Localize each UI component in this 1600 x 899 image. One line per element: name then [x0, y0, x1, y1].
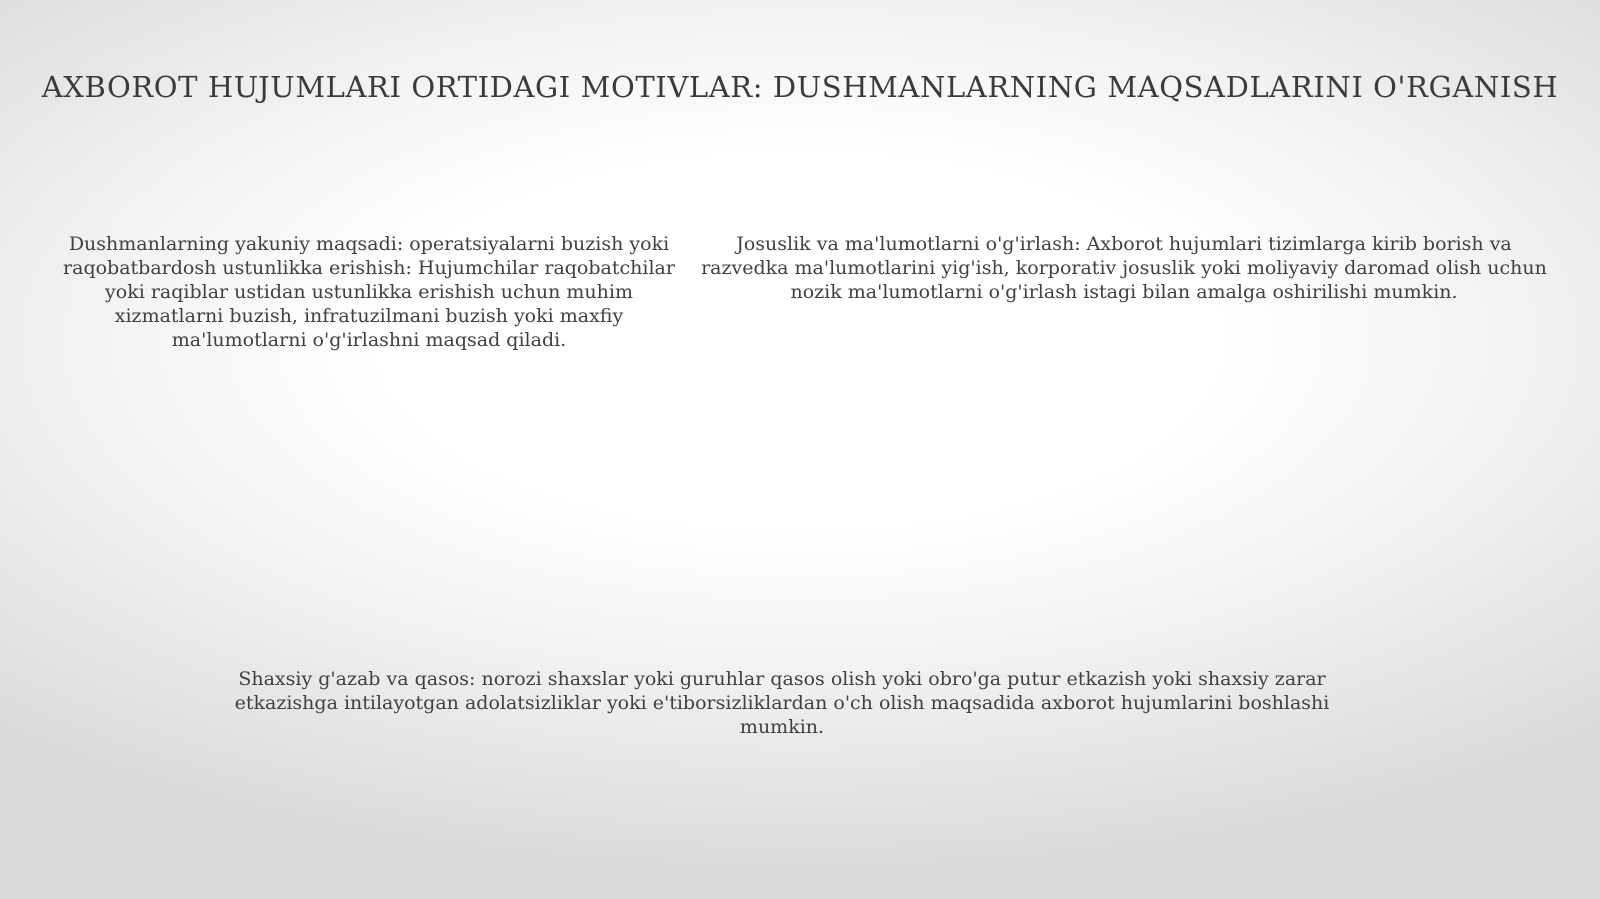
slide-title: AXBOROT HUJUMLARI ORTIDAGI MOTIVLAR: DUSHMANLARNING MAQSADLARINI O'RGANISH — [41, 70, 1559, 104]
motive-text-block-objectives: Dushmanlarning yakuniy maqsadi: operatsiyalarni buzish yoki raqobatbardosh ustunlikka erishish: Hujumchilar raqobatchilar yoki raqiblar ustidan ustunlikka erishish uchun muhim xizmatlarni buzish, infratuzilmani buzish yoki maxfiy ma'lumotlarni o'g'irlashni maqsad qiladi. — [63, 233, 675, 351]
motive-text-block-revenge: Shaxsiy g'azab va qasos: norozi shaxslar yoki guruhlar qasos olish yoki obro'ga putur etkazish yoki shaxsiy zarar etkazishga intilayotgan adolatsizliklar yoki e'tiborsizliklardan o'ch olish maqsadida axborot hujumlarini boshlashi mumkin. — [234, 668, 1330, 738]
motive-text-block-espionage: Josuslik va ma'lumotlarni o'g'irlash: Axborot hujumlari tizimlarga kirib borish va razvedka ma'lumotlarini yig'ish, korporativ josuslik yoki moliyaviy daromad olish uchun nozik ma'lumotlarni o'g'irlash istagi bilan amalga oshirilishi mumkin. — [701, 233, 1547, 303]
